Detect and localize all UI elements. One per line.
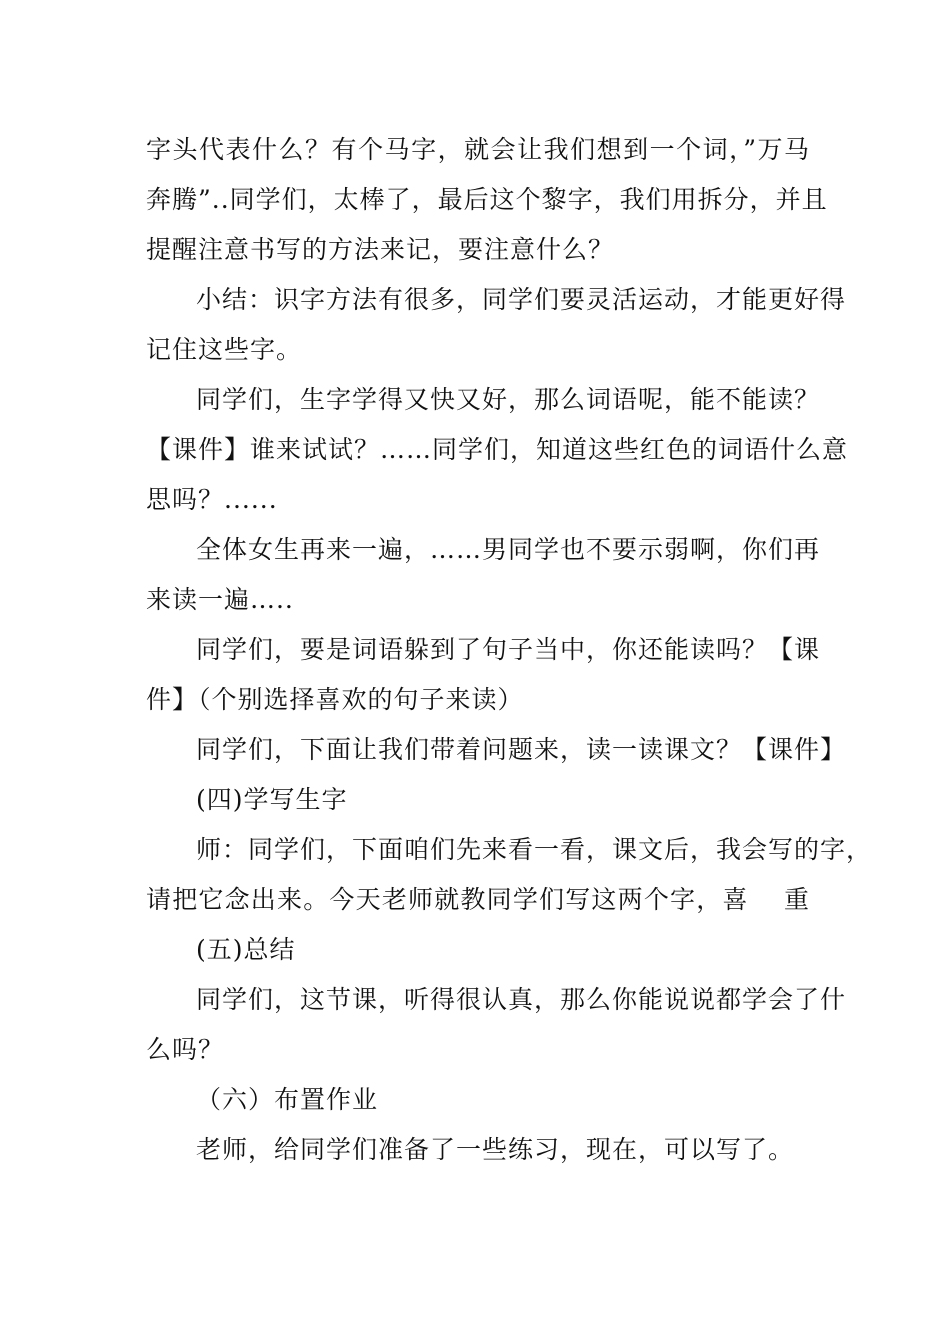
text-line: 么吗？ xyxy=(146,1035,225,1064)
text-line: 思吗？...... xyxy=(146,485,278,514)
section-heading: (五)总结 xyxy=(196,935,296,964)
text-line: 师：同学们，下面咱们先来看一看，课文后，我会写的字， xyxy=(196,835,873,864)
text-line: 同学们，生字学得又快又好，那么词语呢，能不能读？ xyxy=(196,385,821,414)
text-line: 【课件】谁来试试？……同学们，知道这些红色的词语什么意 xyxy=(146,435,849,464)
text-line: 字头代表什么？有个马字，就会让我们想到一个词，”万马 xyxy=(146,135,810,164)
body-text xyxy=(146,125,873,1175)
text-line: 提醒注意书写的方法来记，要注意什么？ xyxy=(146,235,615,264)
text-line: 全体女生再来一遍，……男同学也不要示弱啊，你们再 xyxy=(196,535,821,564)
text-line: 请把它念出来。今天老师就教同学们写这两个字，喜 重 xyxy=(146,885,810,914)
text-line: 同学们，这节课，听得很认真，那么你能说说都学会了什 xyxy=(196,985,847,1014)
section-heading: (四)学写生字 xyxy=(196,785,348,814)
text-line: 记住这些字。 xyxy=(146,335,303,364)
text-line: 同学们，要是词语躲到了句子当中，你还能读吗？【课 xyxy=(196,635,821,664)
text-line: 同学们，下面让我们带着问题来，读一读课文？【课件】 xyxy=(196,735,847,764)
text-line: 小结：识字方法有很多，同学们要灵活运动，才能更好得 xyxy=(196,285,847,314)
text-line: 奔腾”..同学们，太棒了，最后这个黎字，我们用拆分，并且 xyxy=(146,185,828,214)
text-line: 来读一遍….． xyxy=(146,585,311,614)
text-line: 件】（个别选择喜欢的句子来读） xyxy=(146,685,524,714)
text-line: 老师，给同学们准备了一些练习，现在，可以写了。 xyxy=(196,1135,795,1164)
section-heading: （六）布置作业 xyxy=(196,1085,379,1114)
